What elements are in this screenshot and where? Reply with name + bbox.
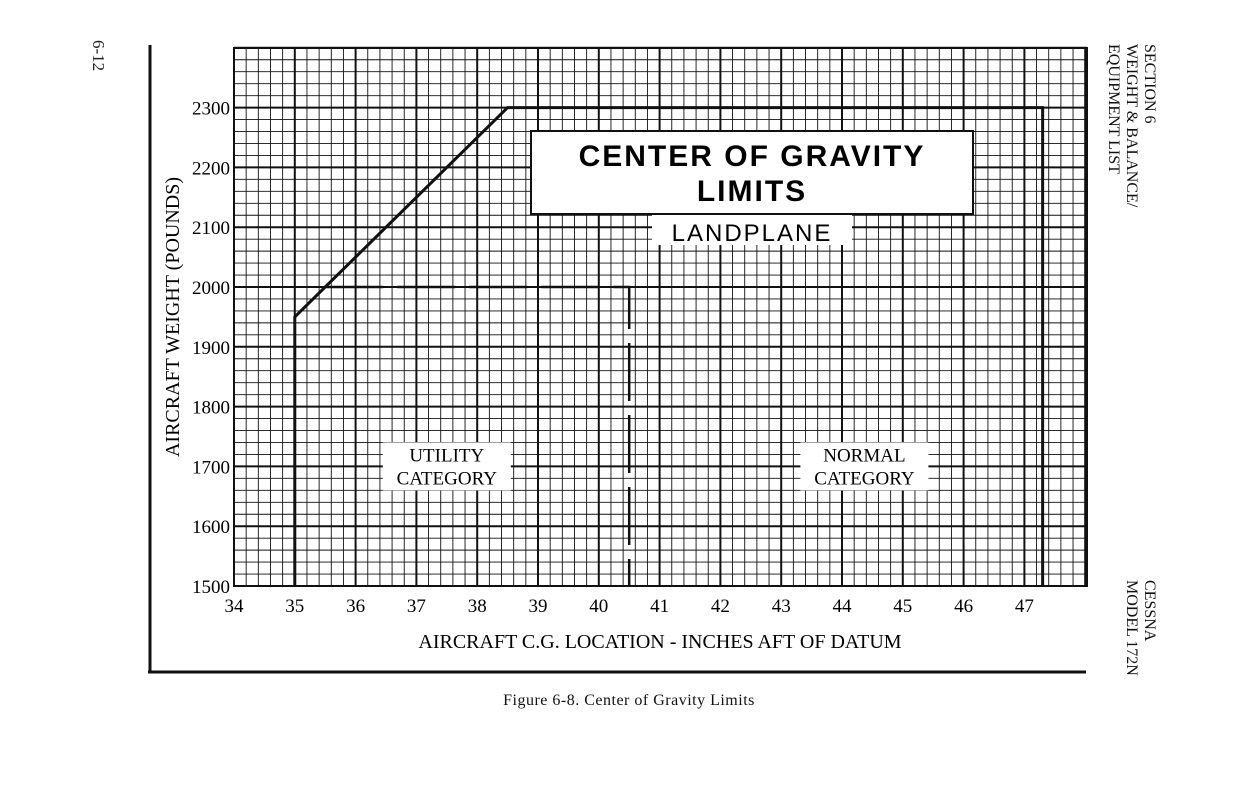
x-axis-label: AIRCRAFT C.G. LOCATION - INCHES AFT OF DATUM xyxy=(418,631,902,653)
x-tick-label: 44 xyxy=(832,596,852,617)
y-tick-label: 2100 xyxy=(192,218,230,240)
chart-grid xyxy=(234,48,1087,586)
chart-subtitle-box xyxy=(652,215,852,247)
x-tick-label: 45 xyxy=(893,596,913,617)
y-tick-label: 2200 xyxy=(192,158,230,180)
y-tick-label: 2000 xyxy=(192,278,230,299)
section-line-2: WEIGHT & BALANCE/ xyxy=(1123,44,1140,208)
section-line-1: SECTION 6 xyxy=(1141,44,1158,124)
model-line-2: MODEL 172N xyxy=(1123,580,1140,676)
x-tick-label: 36 xyxy=(346,596,366,617)
annotation-text: UTILITY xyxy=(409,445,485,467)
x-tick-label: 37 xyxy=(406,596,426,617)
page-number: 6-12 xyxy=(89,40,108,72)
y-tick-label: 1700 xyxy=(192,457,230,479)
y-tick-label: 1800 xyxy=(192,397,230,419)
model-line-1: CESSNA xyxy=(1141,580,1158,642)
x-tick-label: 38 xyxy=(467,596,487,617)
y-axis-label: AIRCRAFT WEIGHT (POUNDS) xyxy=(162,176,184,458)
figure-caption: Figure 6-8. Center of Gravity Limits xyxy=(503,692,755,709)
x-tick-label: 47 xyxy=(1014,596,1034,617)
chart-title-box xyxy=(531,131,973,214)
annotation-text: NORMAL xyxy=(823,445,906,467)
x-tick-label: 42 xyxy=(710,596,730,617)
y-tick-label: 2300 xyxy=(192,98,230,120)
y-tick-label: 1500 xyxy=(192,577,230,598)
annotation-text: CATEGORY xyxy=(396,468,497,490)
section-line-3: EQUIPMENT LIST xyxy=(1105,44,1122,174)
chart-title-line-2: LIMITS xyxy=(696,175,808,208)
x-tick-label: 41 xyxy=(650,596,670,617)
chart-subtitle: LANDPLANE xyxy=(671,220,833,247)
y-tick-label: 1900 xyxy=(192,337,230,359)
x-tick-label: 34 xyxy=(224,596,244,617)
x-tick-label: 35 xyxy=(285,596,305,617)
x-tick-label: 46 xyxy=(954,596,974,617)
x-tick-label: 43 xyxy=(771,596,791,617)
x-tick-label: 40 xyxy=(589,596,609,617)
annotation-text: CATEGORY xyxy=(814,468,915,490)
x-tick-label: 39 xyxy=(528,596,548,617)
chart-title-line-1: CENTER OF GRAVITY xyxy=(578,140,926,173)
y-tick-label: 1600 xyxy=(192,517,230,539)
